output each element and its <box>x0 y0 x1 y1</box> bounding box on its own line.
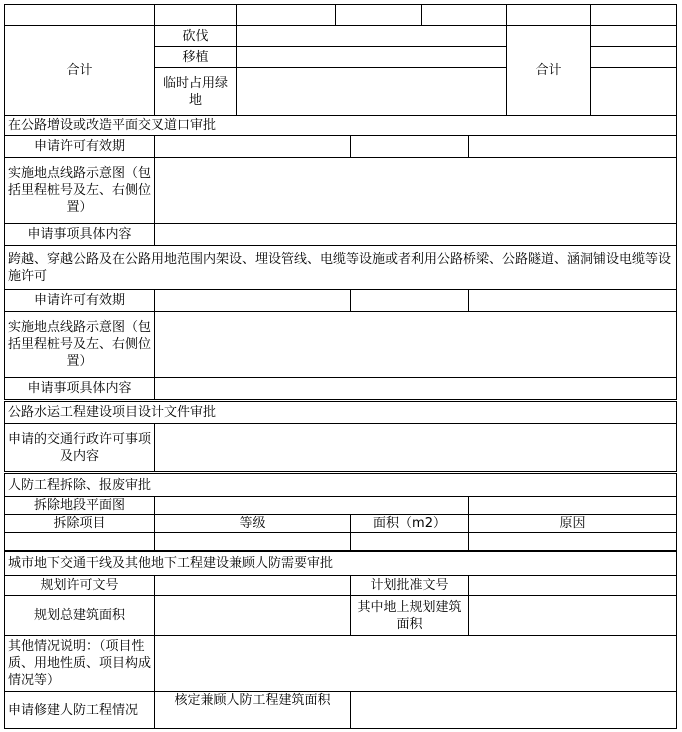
cell <box>155 596 351 636</box>
section-underground-approval <box>4 551 677 729</box>
cell <box>591 5 677 26</box>
cell <box>155 5 237 26</box>
top-block <box>4 4 677 116</box>
cell <box>155 576 351 596</box>
cell <box>155 290 351 312</box>
cell <box>591 68 677 116</box>
cell <box>351 533 469 551</box>
cell <box>336 5 422 26</box>
above-area-label: 其中地上规划建筑面积 <box>351 596 469 636</box>
section-title: 公路水运工程建设项目设计文件审批 <box>5 402 677 424</box>
section-design-approval <box>4 401 677 472</box>
total-left-label: 合计 <box>5 26 155 116</box>
section-title: 跨越、穿越公路及在公路用地范围内架设、埋设管线、电缆等设施或者利用公路桥梁、公路隧道、涵洞铺设电缆等设施许可 <box>5 246 677 290</box>
cell <box>155 136 351 158</box>
other-label: 其他情况说明：（项目性质、用地性质、项目构成情况等） <box>5 636 155 692</box>
verify-label: 核定兼顾人防工程建筑面积 <box>155 692 351 729</box>
cell <box>155 497 469 515</box>
header-grade: 等级 <box>155 515 351 533</box>
section-title: 在公路增设或改造平面交叉道口审批 <box>5 116 677 136</box>
item-temp-label: 临时占用绿地 <box>155 68 237 116</box>
section-crossing-approval <box>4 115 677 246</box>
cell <box>237 26 507 47</box>
cell <box>5 5 155 26</box>
cell <box>155 636 677 692</box>
cell <box>351 290 469 312</box>
validity-label: 申请许可有效期 <box>5 290 155 312</box>
location-label: 实施地点线路示意图（包括里程桩号及左、右侧位置） <box>5 158 155 224</box>
section-pipeline-permit <box>4 245 677 400</box>
total-right-label: 合计 <box>507 26 591 116</box>
cell <box>237 47 507 68</box>
cell <box>507 5 591 26</box>
cell <box>237 68 507 116</box>
cell <box>237 5 336 26</box>
plan-label: 拆除地段平面图 <box>5 497 155 515</box>
cell <box>469 596 677 636</box>
cell <box>469 533 677 551</box>
cell <box>155 424 677 472</box>
section-title: 城市地下交通干线及其他地下工程建设兼顾人防需要审批 <box>5 552 677 576</box>
cell <box>5 533 155 551</box>
total-area-label: 规划总建筑面积 <box>5 596 155 636</box>
cell <box>155 533 351 551</box>
cell <box>155 158 677 224</box>
header-item: 拆除项目 <box>5 515 155 533</box>
cell <box>469 497 677 515</box>
cell <box>591 47 677 68</box>
approval-no-label: 计划批准文号 <box>351 576 469 596</box>
content-label: 申请事项具体内容 <box>5 224 155 246</box>
build-label: 申请修建人防工程情况 <box>5 692 155 729</box>
permit-no-label: 规划许可文号 <box>5 576 155 596</box>
item-cut-label: 砍伐 <box>155 26 237 47</box>
cell <box>469 136 677 158</box>
cell <box>469 290 677 312</box>
item-move-label: 移植 <box>155 47 237 68</box>
section-civil-defense-demolition <box>4 473 677 551</box>
header-area: 面积（m2） <box>351 515 469 533</box>
cell <box>422 5 507 26</box>
cell <box>351 136 469 158</box>
cell <box>155 378 677 400</box>
cell <box>351 692 677 729</box>
header-reason: 原因 <box>469 515 677 533</box>
cell <box>155 312 677 378</box>
section-title: 人防工程拆除、报废审批 <box>5 474 677 497</box>
content-label: 申请事项具体内容 <box>5 378 155 400</box>
validity-label: 申请许可有效期 <box>5 136 155 158</box>
cell <box>155 224 677 246</box>
matter-label: 申请的交通行政许可事项及内容 <box>5 424 155 472</box>
cell <box>591 26 677 47</box>
cell <box>469 576 677 596</box>
location-label: 实施地点线路示意图（包括里程桩号及左、右侧位置） <box>5 312 155 378</box>
